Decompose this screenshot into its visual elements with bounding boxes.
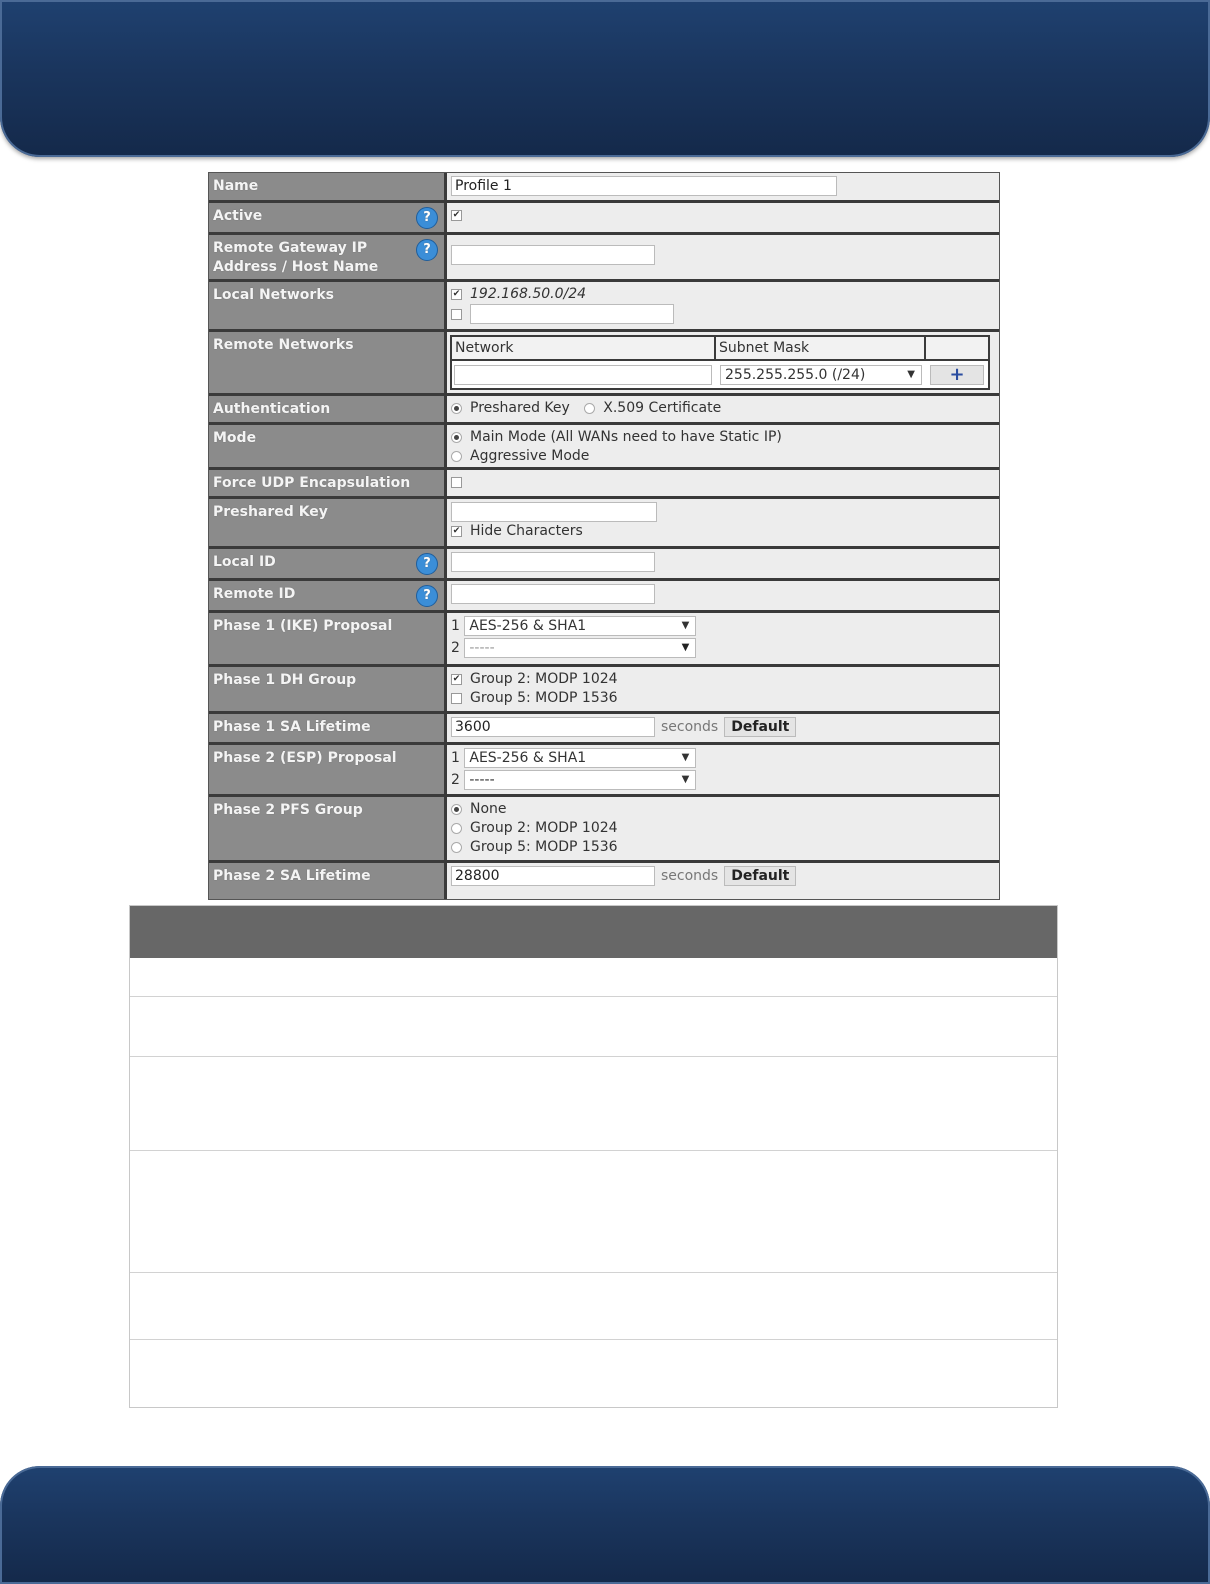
- active-label: Active: [213, 208, 263, 224]
- phase2-sa-input[interactable]: 28800: [451, 866, 655, 886]
- row-phase2-sa: [209, 863, 999, 899]
- remote-gateway-input[interactable]: [451, 245, 655, 265]
- row-phase1-proposal: [209, 613, 999, 667]
- pfs-group2-radio[interactable]: [451, 823, 462, 834]
- force-udp-checkbox[interactable]: [451, 477, 462, 488]
- add-network-button[interactable]: +: [930, 365, 984, 385]
- pfs-group5-label: Group 5: MODP 1536: [470, 839, 618, 855]
- local-network-checkbox[interactable]: ✔: [452, 288, 461, 299]
- aggressive-mode-radio[interactable]: [451, 451, 462, 462]
- table-divider: [130, 1150, 1057, 1151]
- row-remote-gateway: [209, 235, 999, 282]
- proposal-index: 1: [451, 750, 460, 766]
- main-mode-radio[interactable]: [451, 432, 462, 443]
- help-icon[interactable]: ?: [416, 585, 438, 607]
- phase2-proposal-select-2[interactable]: ----- ▼: [464, 770, 696, 790]
- phase1-sa-label: Phase 1 SA Lifetime: [209, 714, 444, 742]
- row-authentication: [209, 396, 999, 425]
- row-remote-id: [209, 581, 999, 613]
- phase2-sa-label: Phase 2 SA Lifetime: [209, 863, 444, 899]
- preshared-key-input[interactable]: [451, 502, 657, 522]
- active-checkbox[interactable]: ✔: [452, 209, 461, 220]
- dh-group2-checkbox[interactable]: ✔: [452, 673, 461, 684]
- description-table-header: [130, 906, 1057, 958]
- help-icon[interactable]: ?: [416, 207, 438, 229]
- name-label: Name: [209, 173, 444, 200]
- force-udp-label: Force UDP Encapsulation: [209, 470, 444, 496]
- row-local-networks: [209, 282, 999, 332]
- ipsec-profile-form: [208, 172, 1000, 900]
- main-mode-option: Main Mode (All WANs need to have Static IP): [470, 429, 782, 445]
- proposal-index: 2: [451, 772, 460, 788]
- row-remote-networks: [209, 332, 999, 396]
- network-column-header: Network: [452, 337, 716, 361]
- phase2-proposal-label: Phase 2 (ESP) Proposal: [209, 745, 444, 794]
- x509-option: X.509 Certificate: [603, 400, 722, 416]
- subnet-column-header: Subnet Mask: [716, 337, 926, 361]
- add-column-header: [926, 337, 988, 361]
- local-network-input[interactable]: [470, 304, 674, 324]
- authentication-label: Authentication: [209, 396, 444, 422]
- pfs-none-label: None: [470, 801, 507, 817]
- proposal-index: 2: [451, 640, 460, 656]
- table-divider: [130, 1056, 1057, 1057]
- row-phase2-proposal: [209, 745, 999, 797]
- local-network-value: 192.168.50.0/24: [470, 286, 587, 302]
- phase1-default-button[interactable]: Default: [724, 717, 796, 737]
- pfs-none-radio[interactable]: [451, 804, 462, 815]
- remote-gateway-label-line1: Remote Gateway IP: [213, 240, 368, 256]
- table-divider: [130, 1339, 1057, 1340]
- hide-characters-checkbox[interactable]: ✔: [452, 525, 461, 536]
- dh-group2-label: Group 2: MODP 1024: [470, 671, 618, 687]
- phase2-default-button[interactable]: Default: [724, 866, 796, 886]
- help-icon[interactable]: ?: [416, 553, 438, 575]
- remote-networks-label: Remote Networks: [209, 332, 444, 393]
- preshared-key-label: Preshared Key: [209, 499, 444, 546]
- footer-banner: [0, 1466, 1210, 1584]
- table-divider: [130, 1272, 1057, 1273]
- header-banner: [0, 0, 1210, 157]
- row-local-id: [209, 549, 999, 581]
- mode-label: Mode: [209, 425, 444, 467]
- pfs-group5-radio[interactable]: [451, 842, 462, 853]
- phase1-proposal-select-1[interactable]: AES-256 & SHA1 ▼: [464, 616, 696, 636]
- dh-group5-checkbox[interactable]: [451, 693, 462, 704]
- seconds-unit: seconds: [661, 867, 719, 884]
- local-network-custom-checkbox[interactable]: [451, 309, 462, 320]
- pfs-group2-label: Group 2: MODP 1024: [470, 820, 618, 836]
- row-preshared-key: [209, 499, 999, 549]
- phase1-sa-input[interactable]: 3600: [451, 717, 655, 737]
- row-phase1-sa: [209, 714, 999, 745]
- local-networks-label: Local Networks: [209, 282, 444, 329]
- subnet-mask-select[interactable]: 255.255.255.0 (/24) ▼: [720, 365, 922, 385]
- remote-gateway-label-line2: Address / Host Name: [213, 259, 379, 275]
- remote-id-label: Remote ID: [213, 586, 296, 602]
- row-phase2-pfs: [209, 797, 999, 863]
- phase1-proposal-select-2[interactable]: ----- ▼: [464, 638, 696, 658]
- description-table: [129, 905, 1058, 1408]
- phase1-dh-label: Phase 1 DH Group: [209, 667, 444, 711]
- dh-group5-label: Group 5: MODP 1536: [470, 690, 618, 706]
- x509-radio[interactable]: [584, 403, 595, 414]
- seconds-unit: seconds: [661, 718, 719, 735]
- name-input[interactable]: Profile 1: [451, 176, 837, 196]
- remote-id-input[interactable]: [451, 584, 655, 604]
- local-id-input[interactable]: [451, 552, 655, 572]
- preshared-key-option: Preshared Key: [470, 400, 570, 416]
- row-phase1-dh: [209, 667, 999, 714]
- row-active: [209, 203, 999, 235]
- phase1-proposal-label: Phase 1 (IKE) Proposal: [209, 613, 444, 664]
- remote-networks-table: [450, 335, 990, 390]
- help-icon[interactable]: ?: [416, 239, 438, 261]
- aggressive-mode-option: Aggressive Mode: [470, 448, 590, 464]
- phase2-pfs-label: Phase 2 PFS Group: [209, 797, 444, 860]
- phase2-proposal-select-1[interactable]: AES-256 & SHA1 ▼: [464, 748, 696, 768]
- remote-network-input[interactable]: [454, 365, 712, 385]
- preshared-key-radio[interactable]: [451, 403, 462, 414]
- hide-characters-label: Hide Characters: [470, 523, 583, 539]
- row-force-udp: [209, 470, 999, 499]
- table-divider: [130, 996, 1057, 997]
- row-mode: [209, 425, 999, 470]
- proposal-index: 1: [451, 618, 460, 634]
- local-id-label: Local ID: [213, 554, 276, 570]
- row-name: [209, 173, 999, 203]
